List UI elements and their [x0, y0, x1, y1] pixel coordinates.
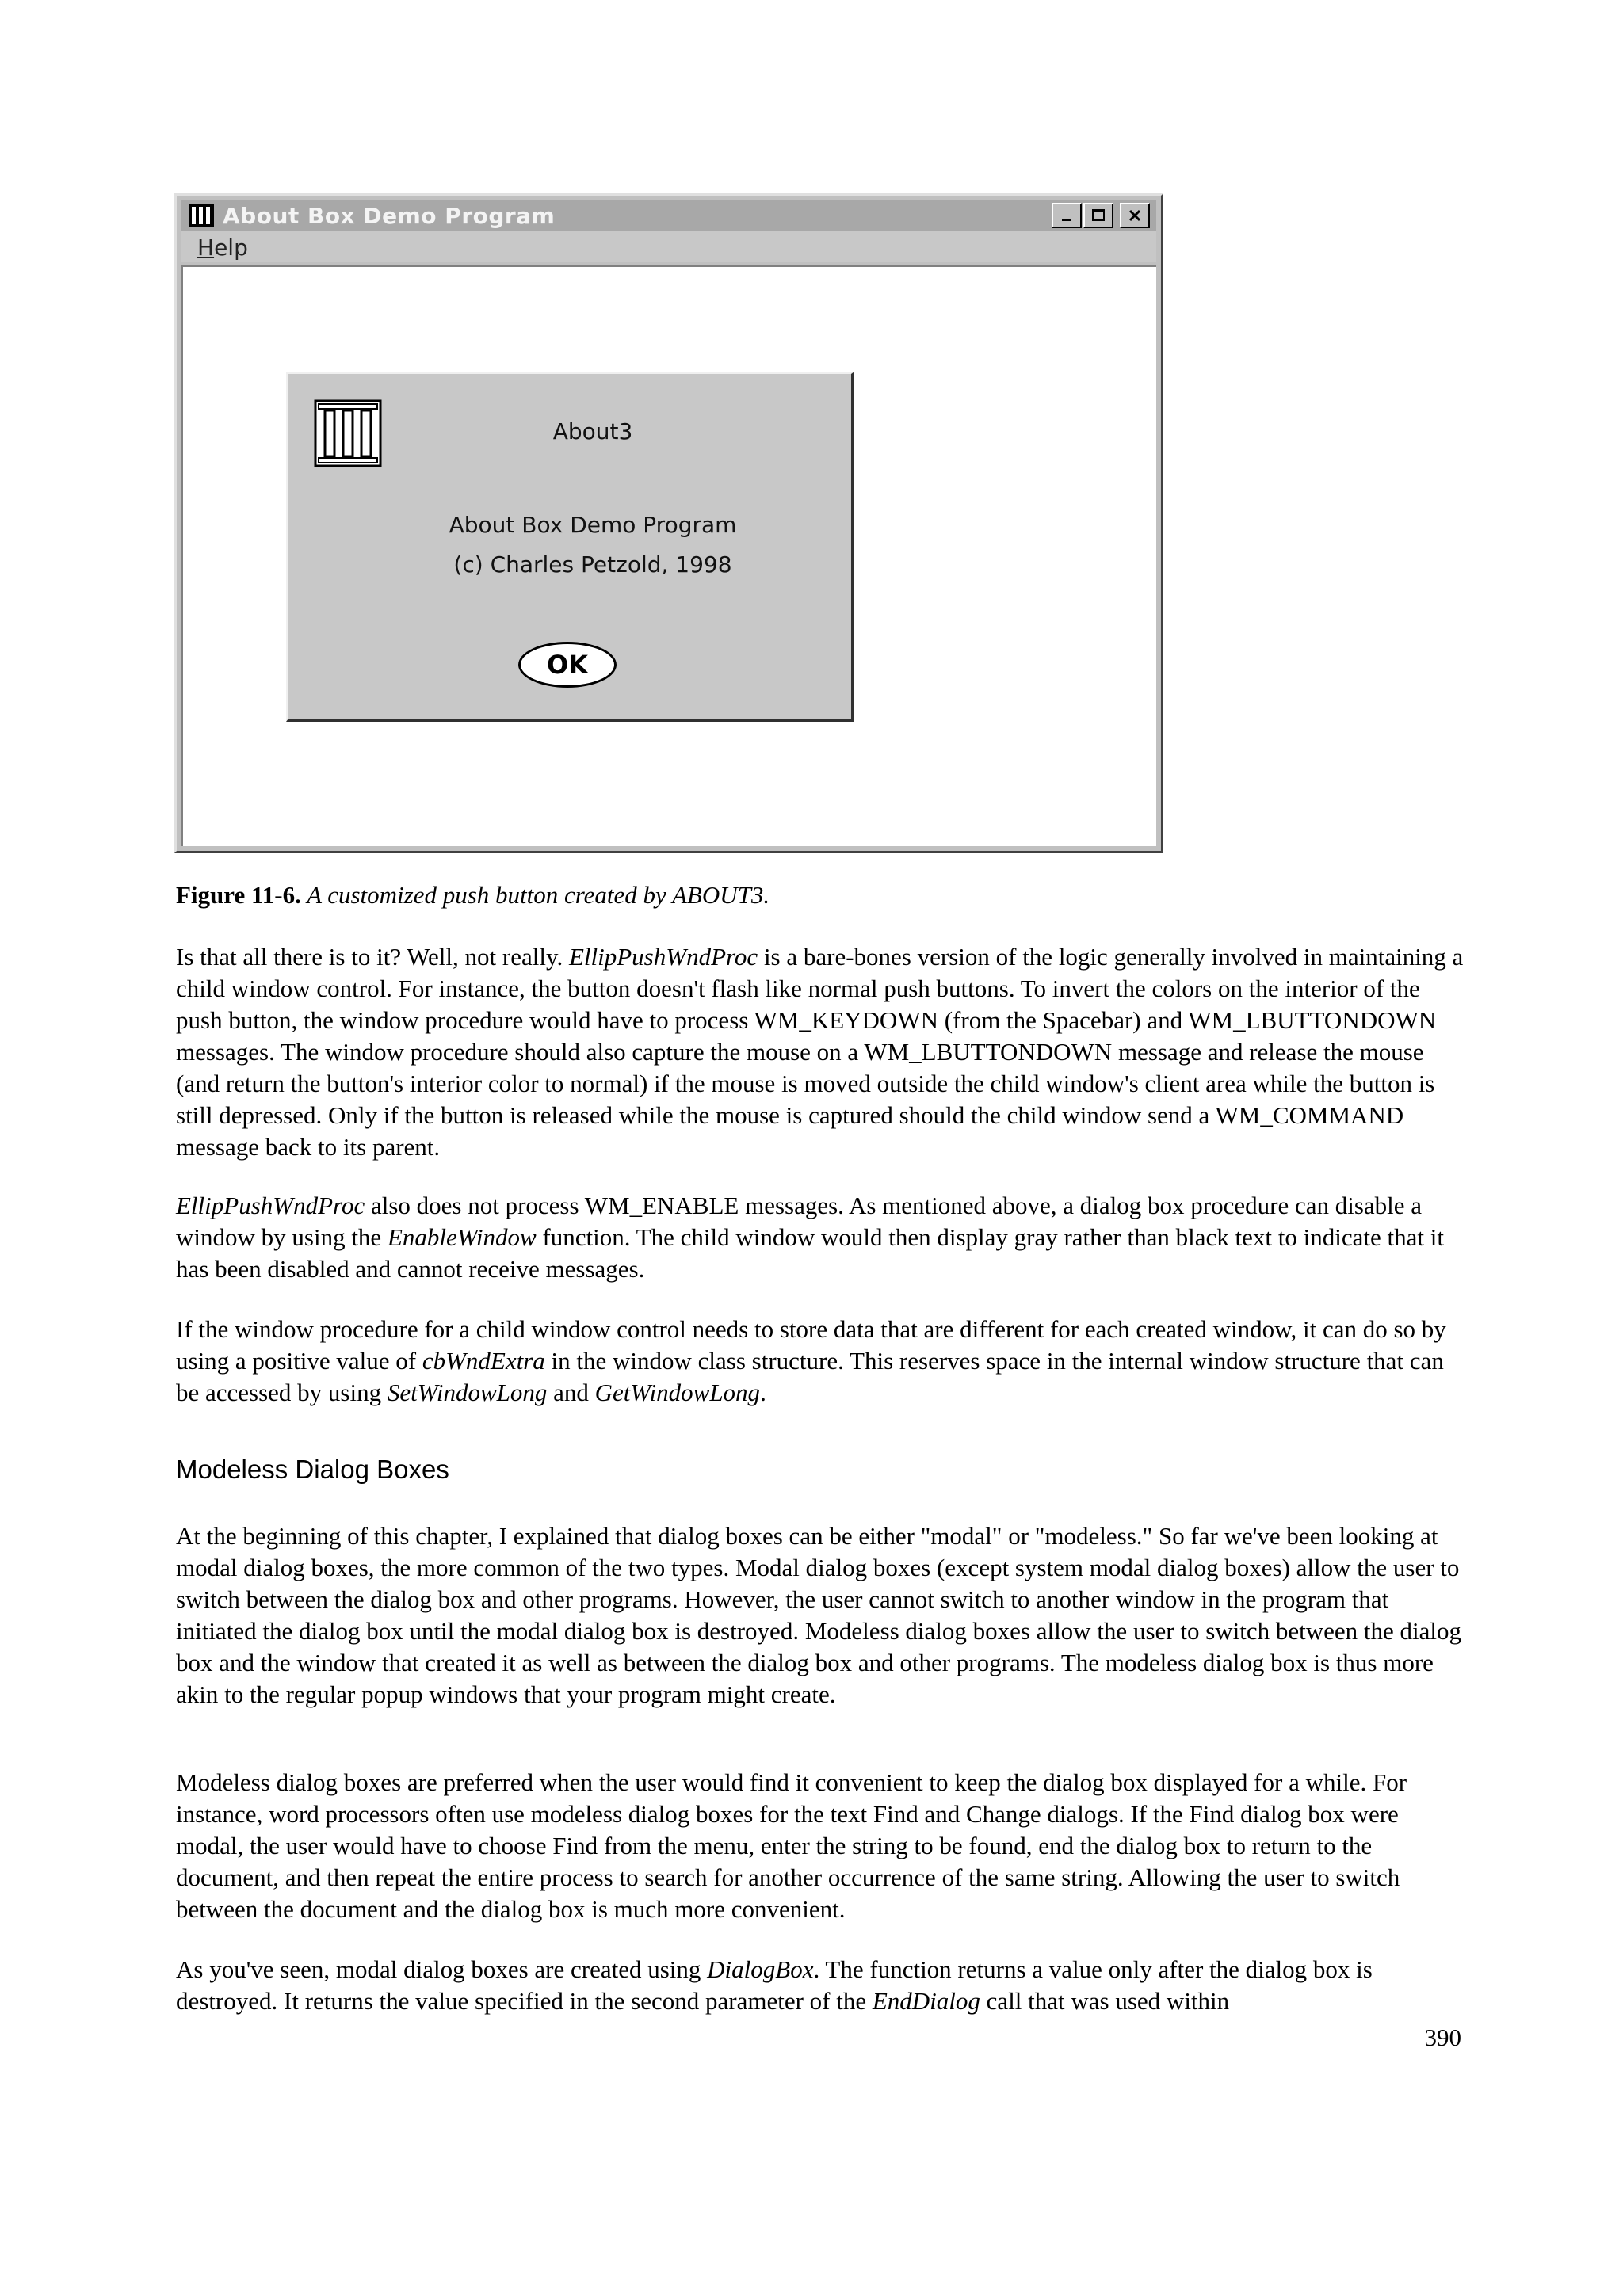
text-run: . The function returns a value only after the dialog box is destroyed. It returns the value specified in the second parameter of the — [176, 1955, 1373, 2015]
page-number: 390 — [1424, 2023, 1461, 2051]
dialog-copyright: (c) Charles Petzold, 1998 — [453, 551, 732, 578]
about-dialog — [286, 372, 854, 722]
app-icon[interactable] — [185, 201, 218, 230]
figure-caption-text: A customized push button created by ABOUT3. — [300, 881, 770, 909]
dialog-description: About Box Demo Program — [449, 512, 737, 538]
client-area — [181, 265, 1156, 846]
italic-term: EllipPushWndProc — [176, 1192, 365, 1219]
section-heading: Modeless Dialog Boxes — [176, 1455, 449, 1484]
menu-bar — [181, 231, 1156, 262]
text-run: As you've seen, modal dialog boxes are created using — [176, 1955, 708, 1983]
paragraph — [176, 1314, 1468, 1409]
italic-term: EndDialog — [872, 1987, 980, 2015]
text-run: function. The child window would then display gray rather than black text to indicate that it has been disabled and cannot receive messages. — [176, 1223, 1444, 1283]
ok-button[interactable]: OK — [518, 642, 617, 688]
paragraph — [176, 1767, 1468, 1925]
close-button[interactable] — [1120, 203, 1150, 228]
text-run: If the window procedure for a child window control needs to store data that are different for each created window, it can do so by using a positive value of — [176, 1315, 1446, 1375]
italic-term: cbWndExtra — [422, 1347, 545, 1375]
paragraph — [176, 1190, 1468, 1285]
text-run: also does not process WM_ENABLE messages. As mentioned above, a dialog box procedure can disable a window by using the — [176, 1192, 1423, 1251]
figure-caption — [176, 881, 1460, 910]
menu-help[interactable] — [197, 235, 248, 261]
italic-term: EnableWindow — [387, 1223, 537, 1251]
italic-term: EllipPushWndProc — [568, 943, 758, 971]
paragraph — [176, 941, 1468, 1163]
close-icon — [1127, 208, 1143, 223]
paragraph — [176, 1520, 1468, 1711]
italic-term: DialogBox — [707, 1955, 814, 1983]
italic-term: GetWindowLong — [594, 1379, 761, 1406]
text-run: is a bare-bones version of the logic generally involved in maintaining a child window control. For instance, the button doesn't flash like normal push buttons. To invert the colors on the interior of the push button, the window procedure would have to process WM_KEYDOWN (from the Spacebar) and WM_LBUTTONDOWN messages. The window procedure should also capture the mouse on a WM_LBUTTONDOWN message and release the mouse (and return the button's interior color to normal) if the mouse is moved outside the child window's client area while the button is still depressed. Only if the button is released while the mouse is captured should the child window send a WM_COMMAND message back to its parent. — [176, 943, 1464, 1161]
maximize-button[interactable] — [1083, 203, 1113, 228]
text-run: Modeless dialog boxes are preferred when the user would find it convenient to keep the dialog box displayed for a while. For instance, word processors often use modeless dialog boxes for the text Find and Change dialogs. If the Find dialog box were modal, the user would have to choose Find from the menu, enter the string to be found, end the dialog box to return to the document, and then repeat the entire process to search for another occurrence of the same string. Allowing the user to switch between the document and the dialog box is much more convenient. — [176, 1768, 1407, 1923]
paragraph — [176, 1954, 1468, 2017]
text-run: and — [547, 1379, 595, 1406]
dialog-program-name: About3 — [552, 418, 633, 444]
text-run: At the beginning of this chapter, I explained that dialog boxes can be either "modal" or "modeless." So far we've been looking at modal dialog boxes, the more common of the two types. Modal dialog boxes (except system modal dialog boxes) allow the user to switch between the dialog box and other programs. However, the user cannot switch to another window in the program that initiated the dialog box until the modal dialog box is destroyed. Modeless dialog boxes allow the user to switch between the dialog box and the window that created it as well as between the dialog box and other programs. The modeless dialog box is thus more akin to the regular popup windows that your program might create. — [176, 1522, 1462, 1708]
minimize-icon — [1059, 208, 1075, 223]
about-box-window — [174, 193, 1163, 853]
menu-help-label: elp — [214, 235, 248, 261]
italic-term: SetWindowLong — [387, 1379, 548, 1406]
figure-label: Figure 11-6. — [176, 881, 301, 909]
minimize-button[interactable] — [1052, 203, 1082, 228]
maximize-icon — [1090, 208, 1106, 223]
menu-help-mnemonic: H — [197, 235, 215, 261]
window-title-bar[interactable] — [181, 200, 1156, 231]
text-run: . — [760, 1379, 766, 1406]
text-run: in the window class structure. This reserves space in the internal window structure that can be accessed by using — [176, 1347, 1444, 1406]
window-title: About Box Demo Program — [223, 202, 556, 229]
text-run: call that was used within — [980, 1987, 1230, 2015]
text-run: Is that all there is to it? Well, not really. — [176, 943, 569, 971]
